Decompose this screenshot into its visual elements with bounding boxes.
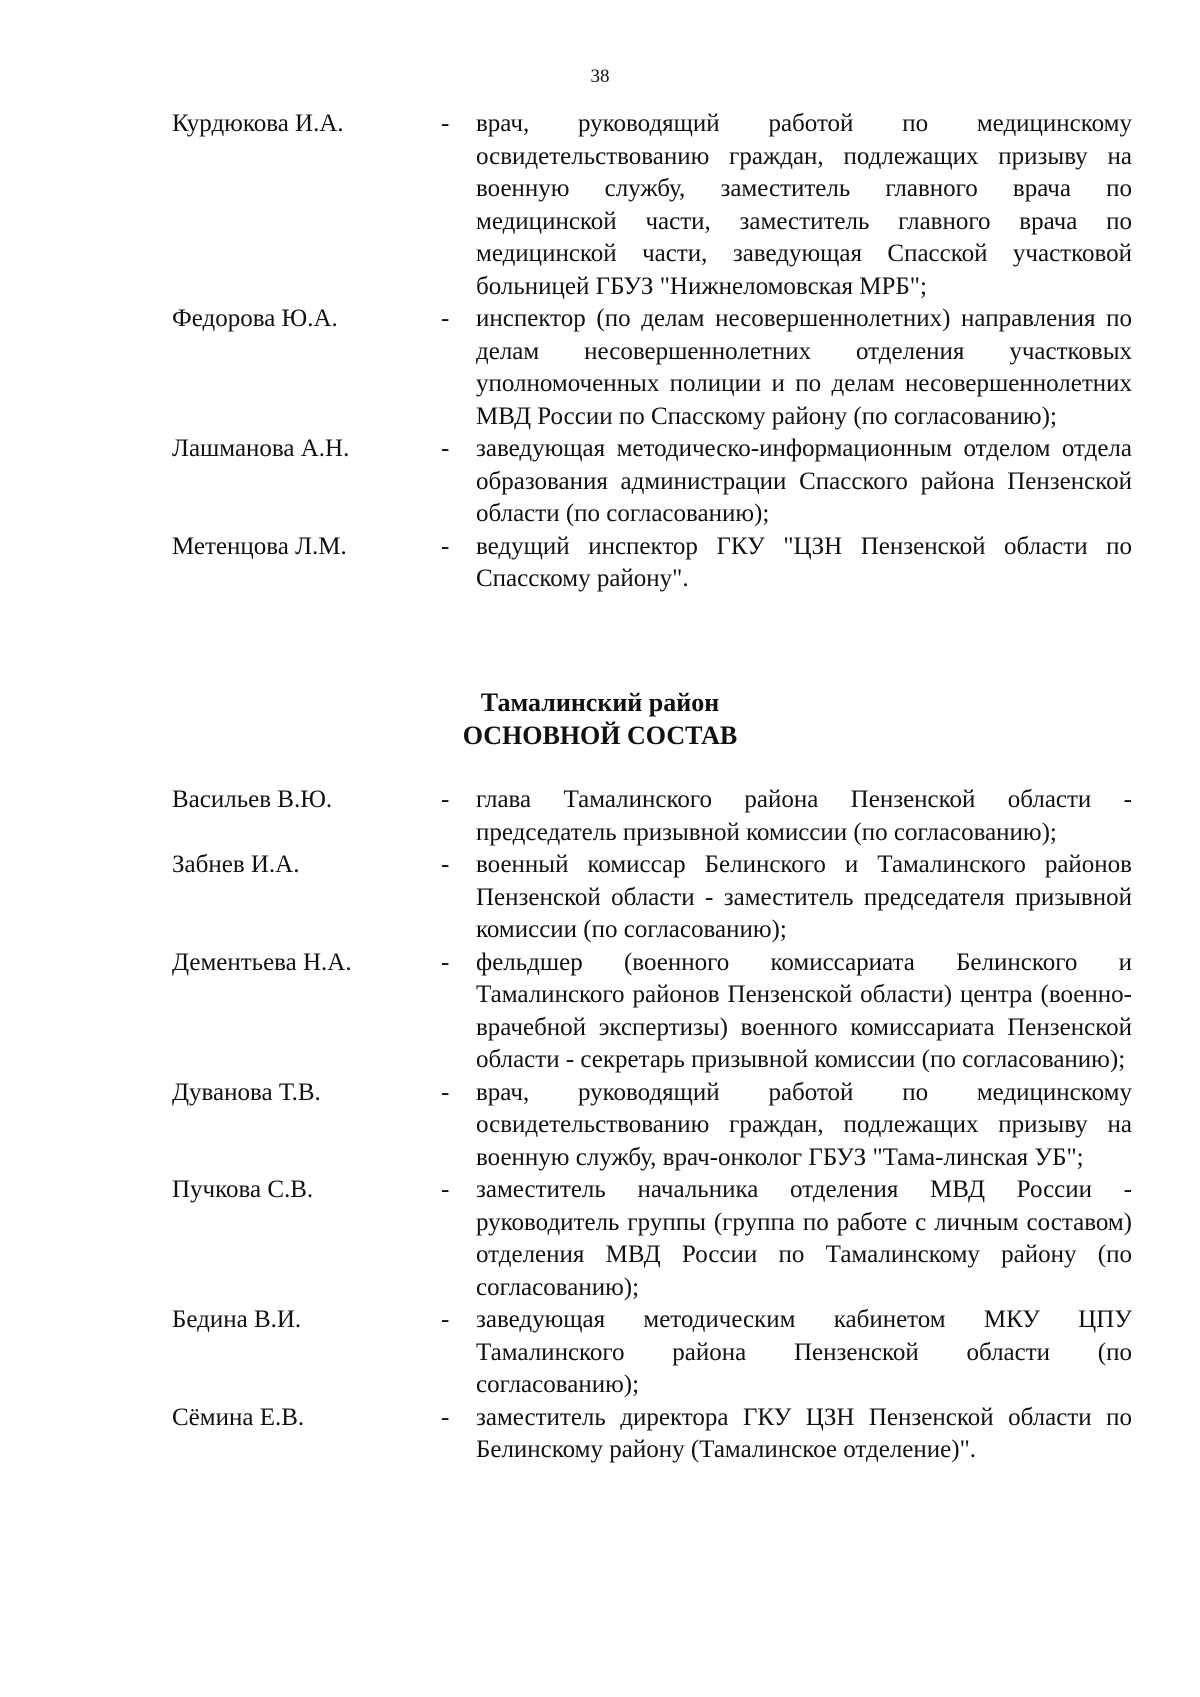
member-name: Забнев И.А. <box>172 851 300 878</box>
member-role: заместитель начальника отделения МВД России - руководитель группы (группа по работе с личным составом) отделения МВД России по Тамалинскому району (по согласованию); <box>476 1176 1132 1301</box>
member-role: врач, руководящий работой по медицинскому освидетельствованию граждан, подлежащих призыву на военную службу, врач-онколог ГБУЗ "Тама-линская УБ"; <box>476 1078 1132 1171</box>
list-item <box>0 947 1200 1077</box>
separator-dash: - <box>441 1176 450 1203</box>
separator-dash: - <box>441 1306 450 1333</box>
list-item <box>0 849 1200 947</box>
member-role: заместитель директора ГКУ ЦЗН Пензенской области по Белинскому району (Тамалинское отделение)". <box>476 1403 1132 1463</box>
member-name: Федорова Ю.А. <box>172 305 338 332</box>
member-role: заведующая методическо-информационным отделом отдела образования администрации Спасского района Пензенской области (по согласованию); <box>476 435 1132 527</box>
member-role: военный комиссар Белинского и Тамалинского районов Пензенской области - заместитель председателя призывной комиссии (по согласованию); <box>476 851 1132 943</box>
list-item <box>0 784 1200 849</box>
list-item <box>0 303 1200 433</box>
separator-dash: - <box>441 786 450 813</box>
separator-dash: - <box>441 1403 450 1431</box>
member-name: Дуванова Т.В. <box>172 1078 321 1106</box>
list-item <box>0 108 1200 303</box>
list-item <box>0 1304 1200 1402</box>
member-name: Курдюкова И.А. <box>172 110 344 137</box>
member-role: глава Тамалинского района Пензенской области - председатель призывной комиссии (по согласованию); <box>476 786 1132 846</box>
member-name: Метенцова Л.М. <box>172 532 347 560</box>
member-name: Васильев В.Ю. <box>172 786 333 813</box>
list-item <box>0 1402 1200 1467</box>
member-role: фельдшер (военного комиссариата Белинского и Тамалинского районов Пензенской области) центра (военно-врачебной экспертизы) военного комиссариата Пензенской области - секретарь призывной комиссии (по согласованию); <box>476 948 1132 1073</box>
separator-dash: - <box>441 532 450 560</box>
list-item <box>0 1077 1200 1175</box>
list-item <box>0 1174 1200 1304</box>
member-list-continued <box>0 108 1200 596</box>
member-role: ведущий инспектор ГКУ "ЦЗН Пензенской области по Спасскому району". <box>476 532 1132 592</box>
member-role: инспектор (по делам несовершеннолетних) направления по делам несовершеннолетних отделения участковых уполномоченных полиции и по делам несовершеннолетних МВД России по Спасскому району (по согласованию); <box>476 305 1132 430</box>
composition-heading: ОСНОВНОЙ СОСТАВ <box>462 721 738 750</box>
member-list-main <box>0 784 1200 1467</box>
member-name: Бедина В.И. <box>172 1306 302 1333</box>
member-role: заведующая методическим кабинетом МКУ ЦПУ Тамалинского района Пензенской области (по согласованию); <box>476 1306 1132 1398</box>
separator-dash: - <box>441 948 450 976</box>
district-heading: Тамалинский район <box>480 688 720 717</box>
member-name: Дементьева Н.А. <box>172 948 352 976</box>
member-role: врач, руководящий работой по медицинскому освидетельствованию граждан, подлежащих призыву на военную службу, заместитель главного врача по медицинской части, заместитель главного врача по медицинской части, заведующая Спасской участковой больницей ГБУЗ "Нижнеломовская МРБ"; <box>476 110 1132 300</box>
separator-dash: - <box>441 110 450 137</box>
separator-dash: - <box>441 305 450 332</box>
member-name: Сёмина Е.В. <box>172 1403 305 1431</box>
member-name: Лашманова А.Н. <box>172 435 350 462</box>
page-number: 38 <box>590 66 610 87</box>
list-item <box>0 433 1200 531</box>
member-name: Пучкова С.В. <box>172 1176 314 1203</box>
separator-dash: - <box>441 435 450 462</box>
separator-dash: - <box>441 1078 450 1106</box>
list-item <box>0 531 1200 596</box>
separator-dash: - <box>441 851 450 878</box>
